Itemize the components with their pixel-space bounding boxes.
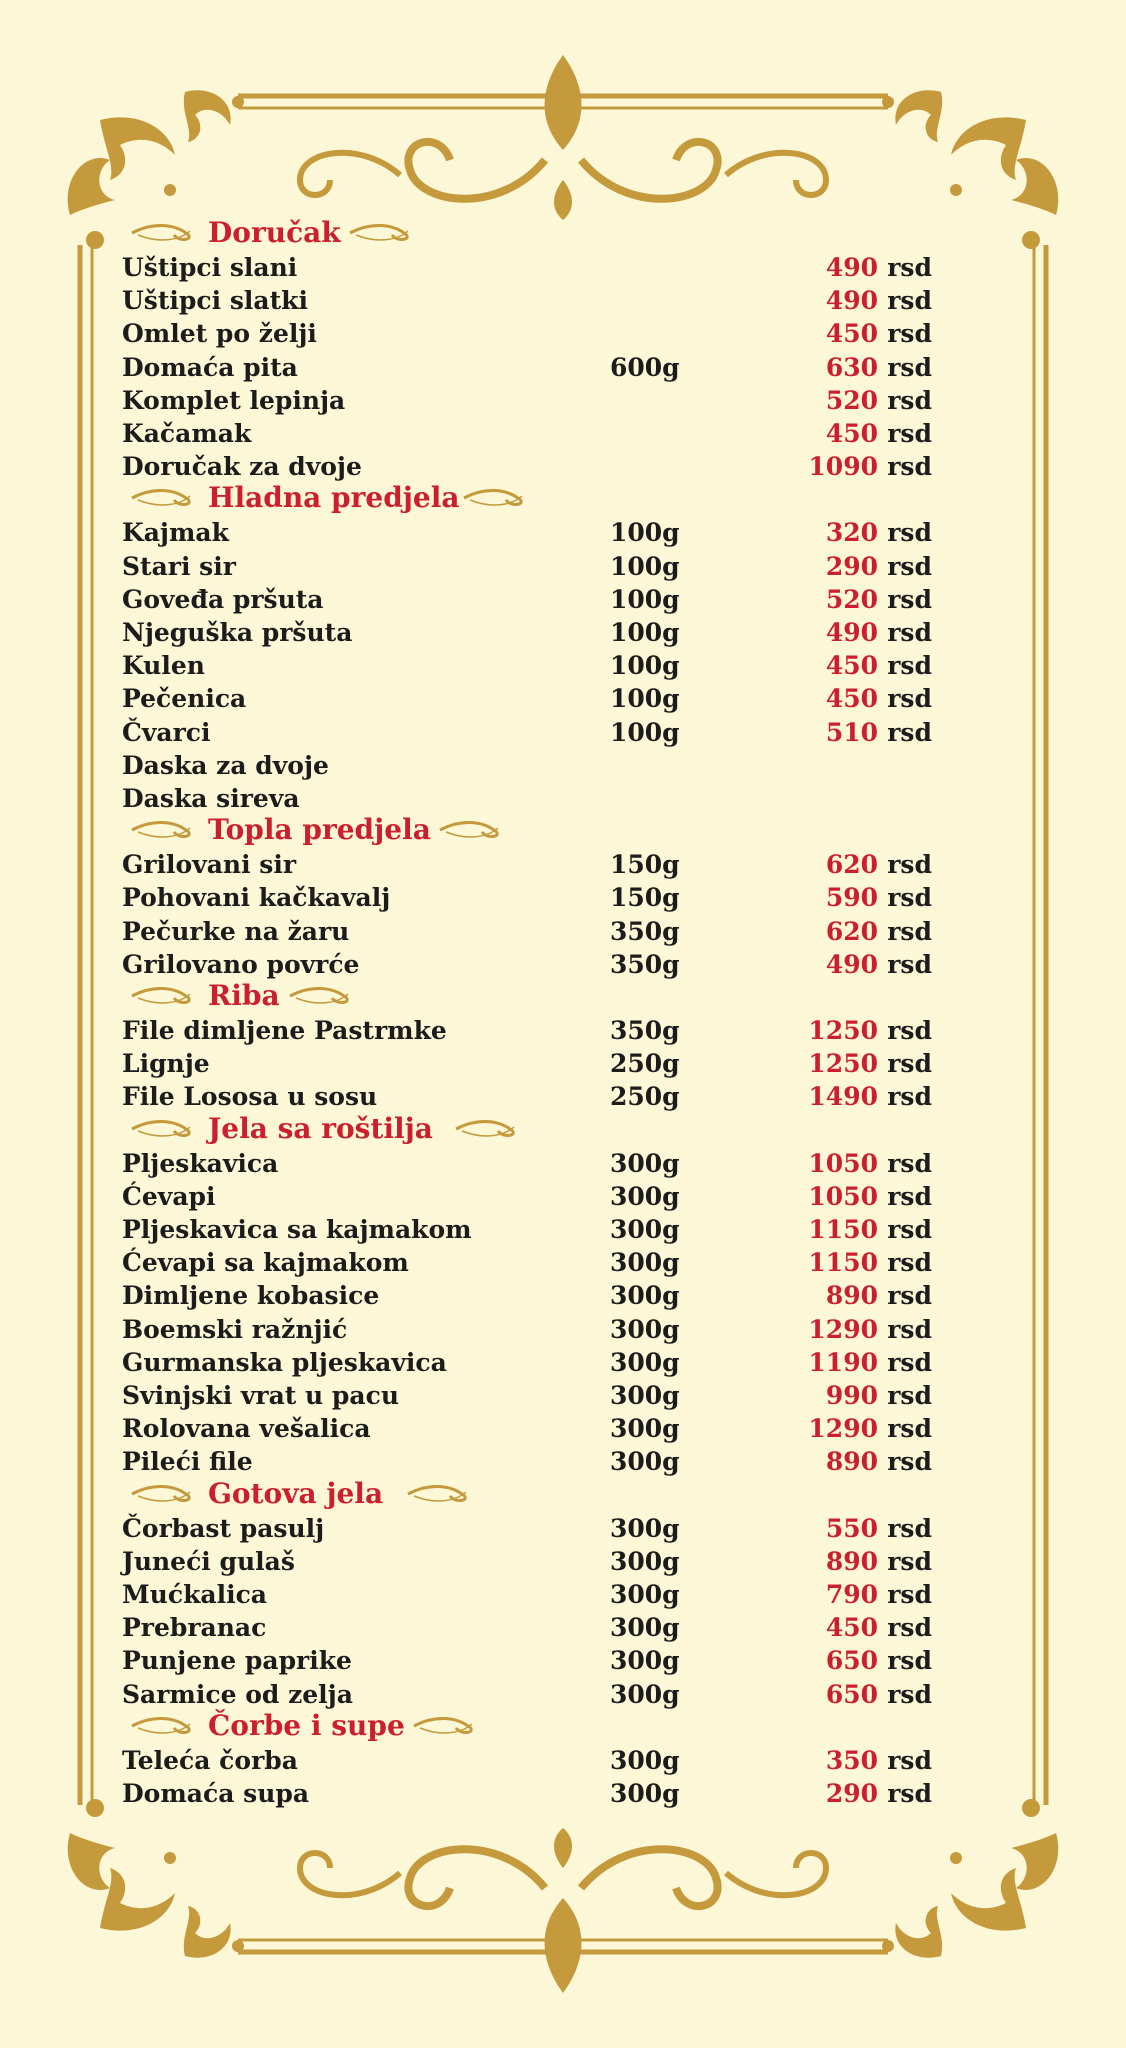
- item-price: 1490: [808, 1082, 878, 1111]
- item-weight: 300g: [610, 1215, 680, 1244]
- item-weight: 100g: [610, 684, 680, 713]
- item-weight: 300g: [610, 1646, 680, 1675]
- section-heading: [122, 1476, 1002, 1512]
- item-weight: 350g: [610, 1016, 680, 1045]
- item-currency: rsd: [887, 1049, 932, 1078]
- menu-item: [122, 1180, 1002, 1213]
- item-currency: rsd: [887, 419, 932, 448]
- swirl-ornament-icon: [130, 221, 200, 249]
- item-currency: rsd: [887, 850, 932, 879]
- item-price: 620: [825, 850, 878, 879]
- item-name: Čorbast pasulj: [122, 1514, 325, 1543]
- swirl-ornament-icon: [130, 984, 200, 1012]
- item-name: Gurmanska pljeskavica: [122, 1348, 447, 1377]
- item-price: 890: [825, 1547, 878, 1576]
- menu-item: [122, 881, 1002, 914]
- item-price: 650: [825, 1646, 878, 1675]
- item-currency: rsd: [887, 452, 932, 481]
- menu-item: [122, 749, 1002, 782]
- item-weight: 600g: [610, 353, 680, 382]
- item-name: Dimljene kobasice: [122, 1281, 380, 1310]
- item-price: 630: [825, 353, 878, 382]
- item-currency: rsd: [887, 585, 932, 614]
- item-name: Kulen: [122, 651, 205, 680]
- item-weight: 100g: [610, 518, 680, 547]
- section-title: Jela sa roštilja: [208, 1111, 433, 1145]
- swirl-ornament-icon: [130, 818, 200, 846]
- swirl-ornament-icon: [130, 1117, 200, 1145]
- menu-item: [122, 1445, 1002, 1478]
- section-title: Gotova jela: [208, 1476, 384, 1510]
- item-price: 490: [825, 253, 878, 282]
- item-price: 890: [825, 1447, 878, 1476]
- item-currency: rsd: [887, 1281, 932, 1310]
- item-name: Ćevapi sa kajmakom: [122, 1248, 409, 1277]
- item-price: 450: [825, 1613, 878, 1642]
- section-title: Čorbe i supe: [208, 1708, 405, 1742]
- item-price: 650: [825, 1680, 878, 1709]
- item-currency: rsd: [887, 1580, 932, 1609]
- menu-item: [122, 1080, 1002, 1113]
- item-name: Domaća supa: [122, 1779, 310, 1808]
- item-price: 450: [825, 684, 878, 713]
- item-name: Mućkalica: [122, 1580, 268, 1609]
- item-currency: rsd: [887, 1680, 932, 1709]
- menu-item: [122, 1678, 1002, 1711]
- item-currency: rsd: [887, 1348, 932, 1377]
- menu-item: [122, 450, 1002, 483]
- menu-item: [122, 1047, 1002, 1080]
- item-name: Grilovani sir: [122, 850, 297, 879]
- item-name: Kačamak: [122, 419, 252, 448]
- item-currency: rsd: [887, 1447, 932, 1476]
- swirl-ornament-icon: [454, 1117, 524, 1145]
- item-price: 490: [825, 618, 878, 647]
- section-heading: [122, 480, 1002, 516]
- item-price: 290: [825, 1779, 878, 1808]
- section-heading: [122, 215, 1002, 251]
- item-weight: 300g: [610, 1414, 680, 1443]
- item-currency: rsd: [887, 286, 932, 315]
- item-currency: rsd: [887, 1547, 932, 1576]
- item-name: Pileći file: [122, 1447, 253, 1476]
- item-name: Rolovana vešalica: [122, 1414, 371, 1443]
- item-name: Pljeskavica sa kajmakom: [122, 1215, 472, 1244]
- item-name: Omlet po želji: [122, 319, 317, 348]
- item-weight: 250g: [610, 1082, 680, 1111]
- swirl-ornament-icon: [462, 486, 532, 514]
- item-name: Ćevapi: [122, 1182, 216, 1211]
- item-currency: rsd: [887, 319, 932, 348]
- section-title: Riba: [208, 979, 280, 1012]
- item-name: Juneći gulaš: [122, 1547, 295, 1576]
- item-currency: rsd: [887, 950, 932, 979]
- item-price: 450: [825, 319, 878, 348]
- item-price: 890: [825, 1281, 878, 1310]
- item-weight: 300g: [610, 1746, 680, 1775]
- swirl-ornament-icon: [412, 1714, 482, 1742]
- swirl-ornament-icon: [130, 486, 200, 514]
- item-currency: rsd: [887, 552, 932, 581]
- item-currency: rsd: [887, 917, 932, 946]
- item-weight: 300g: [610, 1315, 680, 1344]
- menu-item: [122, 915, 1002, 948]
- item-weight: 250g: [610, 1049, 680, 1078]
- swirl-ornament-icon: [130, 1714, 200, 1742]
- item-currency: rsd: [887, 353, 932, 382]
- menu-item: [122, 682, 1002, 715]
- menu-item: [122, 384, 1002, 417]
- menu-item: [122, 284, 1002, 317]
- item-weight: 350g: [610, 917, 680, 946]
- item-price: 320: [825, 518, 878, 547]
- menu-item: [122, 1014, 1002, 1047]
- item-name: Uštipci slani: [122, 253, 298, 282]
- item-name: Pečenica: [122, 684, 247, 713]
- item-name: Daska za dvoje: [122, 751, 329, 780]
- item-currency: rsd: [887, 718, 932, 747]
- item-price: 1090: [808, 452, 878, 481]
- item-price: 1050: [808, 1182, 878, 1211]
- item-price: 510: [825, 718, 878, 747]
- menu-item: [122, 848, 1002, 881]
- item-name: Njeguška pršuta: [122, 618, 353, 647]
- item-name: Teleća čorba: [122, 1746, 298, 1775]
- item-weight: 100g: [610, 552, 680, 581]
- item-price: 490: [825, 950, 878, 979]
- swirl-ornament-icon: [130, 1482, 200, 1510]
- item-name: Komplet lepinja: [122, 386, 346, 415]
- item-weight: 350g: [610, 950, 680, 979]
- item-weight: 300g: [610, 1680, 680, 1709]
- item-currency: rsd: [887, 1016, 932, 1045]
- item-name: Pečurke na žaru: [122, 917, 350, 946]
- swirl-ornament-icon: [288, 984, 358, 1012]
- item-currency: rsd: [887, 1215, 932, 1244]
- menu-item: [122, 649, 1002, 682]
- item-price: 1290: [808, 1414, 878, 1443]
- item-currency: rsd: [887, 883, 932, 912]
- menu-item: [122, 351, 1002, 384]
- item-price: 1250: [808, 1016, 878, 1045]
- menu-item: [122, 1147, 1002, 1180]
- item-weight: 300g: [610, 1281, 680, 1310]
- item-price: 550: [825, 1514, 878, 1543]
- item-weight: 100g: [610, 618, 680, 647]
- item-price: 1150: [808, 1248, 878, 1277]
- item-price: 490: [825, 286, 878, 315]
- item-price: 450: [825, 651, 878, 680]
- item-currency: rsd: [887, 518, 932, 547]
- item-price: 1250: [808, 1049, 878, 1078]
- item-weight: 300g: [610, 1447, 680, 1476]
- item-name: Lignje: [122, 1049, 210, 1078]
- item-currency: rsd: [887, 1613, 932, 1642]
- item-currency: rsd: [887, 1414, 932, 1443]
- item-price: 620: [825, 917, 878, 946]
- item-currency: rsd: [887, 1746, 932, 1775]
- item-price: 590: [825, 883, 878, 912]
- menu-item: [122, 317, 1002, 350]
- menu-item: [122, 716, 1002, 749]
- menu-item: [122, 417, 1002, 450]
- menu-item: [122, 1213, 1002, 1246]
- item-name: Punjene paprike: [122, 1646, 352, 1675]
- menu-item: [122, 782, 1002, 815]
- menu-item: [122, 1512, 1002, 1545]
- section-title: Topla predjela: [208, 813, 431, 847]
- menu-item: [122, 1246, 1002, 1279]
- menu-item: [122, 550, 1002, 583]
- item-currency: rsd: [887, 1082, 932, 1111]
- item-name: Sarmice od zelja: [122, 1680, 353, 1709]
- item-weight: 300g: [610, 1248, 680, 1277]
- menu-item: [122, 948, 1002, 981]
- item-currency: rsd: [887, 1248, 932, 1277]
- menu-item: [122, 1777, 1002, 1810]
- item-name: Grilovano povrće: [122, 950, 360, 979]
- item-weight: 300g: [610, 1613, 680, 1642]
- item-name: Čvarci: [122, 718, 211, 747]
- item-currency: rsd: [887, 1381, 932, 1410]
- item-price: 990: [825, 1381, 878, 1410]
- item-name: Goveđa pršuta: [122, 585, 324, 614]
- item-name: Pohovani kačkavalj: [122, 883, 391, 912]
- item-name: Uštipci slatki: [122, 286, 308, 315]
- item-name: Kajmak: [122, 518, 229, 547]
- item-name: Pljeskavica: [122, 1149, 279, 1178]
- menu-item: [122, 1545, 1002, 1578]
- menu-item: [122, 251, 1002, 284]
- item-weight: 100g: [610, 651, 680, 680]
- item-weight: 100g: [610, 585, 680, 614]
- item-weight: 150g: [610, 850, 680, 879]
- item-price: 1190: [808, 1348, 878, 1377]
- item-currency: rsd: [887, 651, 932, 680]
- menu-list: [122, 0, 1002, 2048]
- item-name: File dimljene Pastrmke: [122, 1016, 447, 1045]
- item-price: 790: [825, 1580, 878, 1609]
- item-name: Domaća pita: [122, 353, 298, 382]
- item-currency: rsd: [887, 618, 932, 647]
- menu-item: [122, 516, 1002, 549]
- item-price: 520: [825, 386, 878, 415]
- menu-item: [122, 583, 1002, 616]
- item-currency: rsd: [887, 684, 932, 713]
- item-currency: rsd: [887, 1182, 932, 1211]
- section-title: Doručak: [208, 216, 341, 249]
- item-weight: 300g: [610, 1779, 680, 1808]
- section-heading: [122, 812, 1002, 848]
- item-price: 350: [825, 1746, 878, 1775]
- item-name: Svinjski vrat u pacu: [122, 1381, 400, 1410]
- section-title: Hladna predjela: [208, 481, 460, 515]
- item-weight: 300g: [610, 1381, 680, 1410]
- menu-item: [122, 1379, 1002, 1412]
- swirl-ornament-icon: [348, 221, 418, 249]
- item-name: Boemski ražnjić: [122, 1315, 348, 1344]
- item-weight: 300g: [610, 1580, 680, 1609]
- item-currency: rsd: [887, 1315, 932, 1344]
- item-currency: rsd: [887, 1149, 932, 1178]
- item-currency: rsd: [887, 386, 932, 415]
- item-currency: rsd: [887, 1514, 932, 1543]
- item-name: Daska sireva: [122, 784, 300, 813]
- item-currency: rsd: [887, 253, 932, 282]
- item-weight: 300g: [610, 1547, 680, 1576]
- item-weight: 300g: [610, 1182, 680, 1211]
- menu-item: [122, 1313, 1002, 1346]
- item-weight: 300g: [610, 1514, 680, 1543]
- item-name: Stari sir: [122, 552, 236, 581]
- menu-item: [122, 1744, 1002, 1777]
- item-price: 1050: [808, 1149, 878, 1178]
- menu-item: [122, 1611, 1002, 1644]
- item-price: 520: [825, 585, 878, 614]
- section-heading: [122, 978, 1002, 1014]
- item-name: Doručak za dvoje: [122, 452, 362, 481]
- item-weight: 100g: [610, 718, 680, 747]
- menu-item: [122, 1578, 1002, 1611]
- item-weight: 300g: [610, 1348, 680, 1377]
- item-weight: 150g: [610, 883, 680, 912]
- item-currency: rsd: [887, 1646, 932, 1675]
- item-name: File Lososa u sosu: [122, 1082, 378, 1111]
- item-name: Prebranac: [122, 1613, 267, 1642]
- item-price: 1290: [808, 1315, 878, 1344]
- item-price: 450: [825, 419, 878, 448]
- menu-item: [122, 1279, 1002, 1312]
- swirl-ornament-icon: [438, 818, 508, 846]
- section-heading: [122, 1111, 1002, 1147]
- item-weight: 300g: [610, 1149, 680, 1178]
- menu-item: [122, 1346, 1002, 1379]
- item-price: 290: [825, 552, 878, 581]
- item-currency: rsd: [887, 1779, 932, 1808]
- section-heading: [122, 1708, 1002, 1744]
- item-price: 1150: [808, 1215, 878, 1244]
- swirl-ornament-icon: [406, 1482, 476, 1510]
- menu-item: [122, 616, 1002, 649]
- menu-item: [122, 1412, 1002, 1445]
- menu-item: [122, 1644, 1002, 1677]
